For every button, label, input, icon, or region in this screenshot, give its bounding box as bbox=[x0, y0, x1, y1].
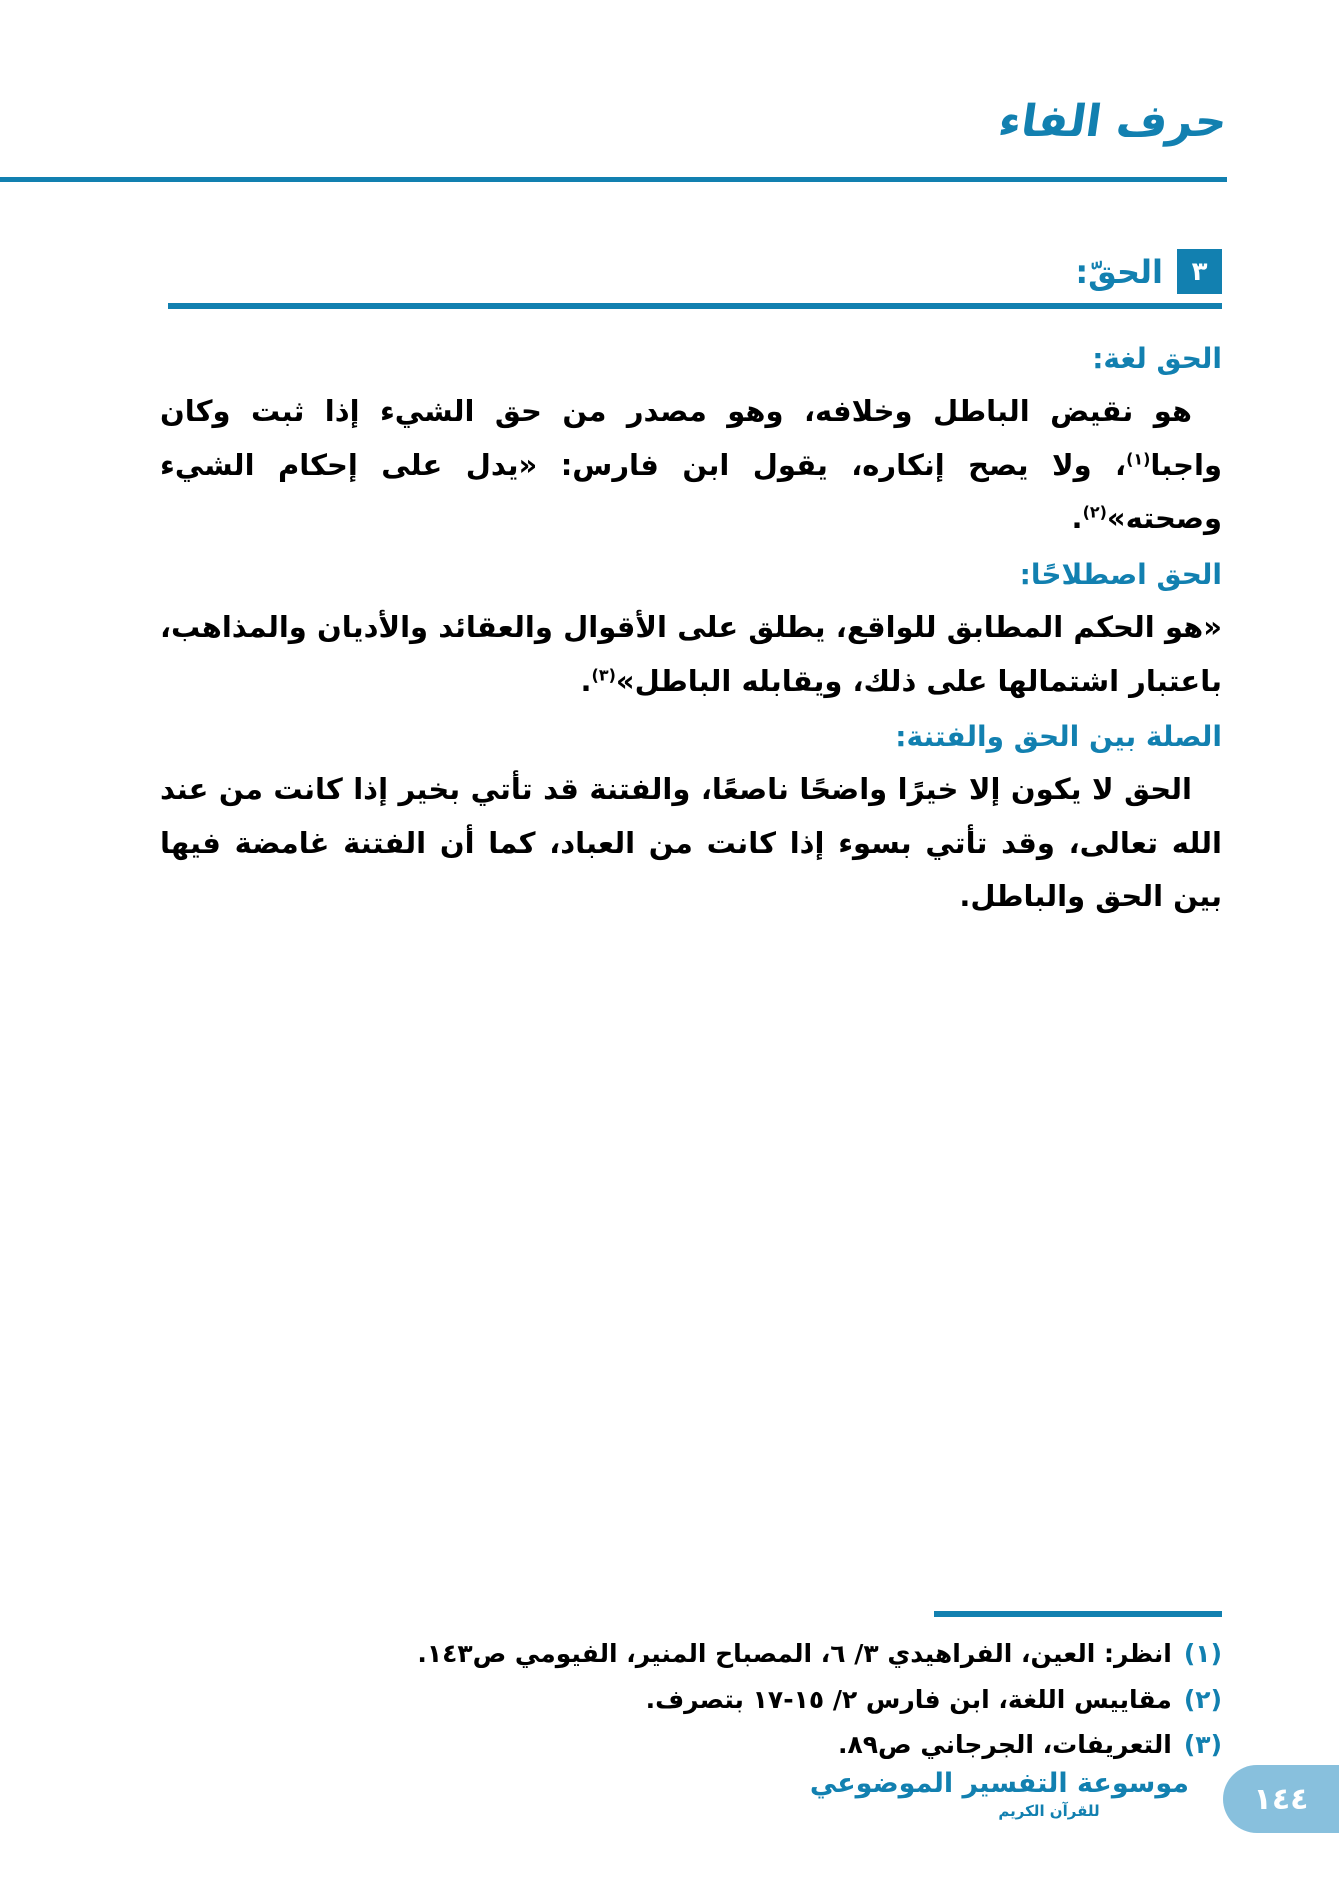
footnote-text: انظر: العين، الفراهيدي ٣/ ٦، المصباح المنير، الفيومي ص١٤٣. bbox=[417, 1639, 1172, 1668]
text-run: . bbox=[1071, 501, 1083, 536]
paragraph-linguistic-meaning bbox=[160, 385, 1222, 546]
chapter-title: حرف الفاء bbox=[995, 96, 1231, 147]
footnote-item-2 bbox=[160, 1677, 1222, 1723]
subheading-linguistic-meaning: الحق لغة: bbox=[1092, 342, 1222, 375]
footnote-number: (٢) bbox=[1183, 1684, 1222, 1714]
subheading-relation-haqq-fitnah: الصلة بين الحق والفتنة: bbox=[895, 720, 1222, 754]
entry-number-badge: ٣ bbox=[1177, 249, 1222, 294]
footnote-ref-2: (٢) bbox=[1082, 502, 1107, 522]
entry-title: الحقّ: bbox=[1075, 252, 1163, 291]
publisher-logo-line2: للقرآن الكريم bbox=[998, 1802, 1100, 1820]
page-number-badge bbox=[1223, 1765, 1339, 1833]
footnote-number: (٣) bbox=[1183, 1730, 1222, 1759]
text-run: ، ولا يصح إنكاره، يقول ابن فارس: «يدل على إحكام الشيء وصحته» bbox=[160, 447, 1222, 536]
footnote-item-1 bbox=[160, 1631, 1222, 1677]
footnote-number: (١) bbox=[1183, 1639, 1222, 1668]
text-run: الحق لا يكون إلا خيرًا واضحًا ناصعًا، والفتنة قد تأتي بخير إذا كانت من عند الله تعالى، وقد تأتي بسوء إذا كانت من العباد، كما أن الفتنة غامضة فيها بين الحق والباطل. bbox=[160, 772, 1222, 914]
footnote-separator-rule bbox=[934, 1611, 1222, 1617]
publisher-logo bbox=[809, 1768, 1189, 1820]
subheading-terminological-meaning: الحق اصطلاحًا: bbox=[1019, 557, 1222, 591]
footnote-ref-1: (١) bbox=[1126, 448, 1151, 468]
footnote-item-3 bbox=[160, 1722, 1222, 1768]
publisher-logo-line1: موسوعة التفسير الموضوعي bbox=[809, 1768, 1189, 1799]
entry-title-rule bbox=[168, 303, 1222, 309]
paragraph-terminological-meaning bbox=[160, 601, 1222, 708]
entry-heading bbox=[1075, 249, 1222, 294]
page-number: ١٤٤ bbox=[1253, 1781, 1309, 1817]
footnotes bbox=[160, 1611, 1222, 1768]
footnote-ref-3: (٣) bbox=[591, 664, 616, 684]
entry-content bbox=[160, 330, 1222, 934]
footnote-text: التعريفات، الجرجاني ص٨٩. bbox=[837, 1730, 1172, 1759]
paragraph-relation-haqq-fitnah bbox=[160, 763, 1222, 924]
text-run: «هو الحكم المطابق للواقع، يطلق على الأقوال والعقائد والأديان والمذاهب، باعتبار اشتمالها على ذلك، ويقابله الباطل» bbox=[160, 609, 1222, 698]
text-run: هو نقيض الباطل وخلافه، وهو مصدر من حق الشيء إذا ثبت وكان واجبا bbox=[160, 394, 1222, 482]
footnote-text: مقاييس اللغة، ابن فارس ٢/ ١٥-١٧ بتصرف. bbox=[645, 1684, 1172, 1714]
text-run: . bbox=[580, 663, 592, 698]
header-rule bbox=[0, 177, 1227, 182]
